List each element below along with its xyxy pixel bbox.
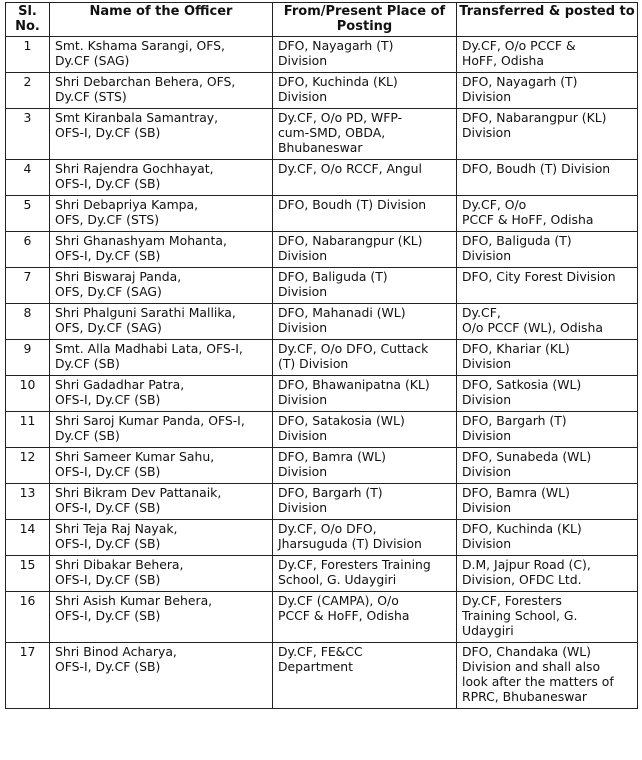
cell-line: Shri Sameer Kumar Sahu, — [55, 449, 215, 464]
cell-sl-no: 5 — [6, 196, 50, 232]
cell-transferred-to — [457, 448, 638, 484]
cell-officer-name — [50, 268, 273, 304]
cell-transferred-to — [457, 160, 638, 196]
header-sl-no — [6, 3, 50, 37]
cell-line: Division — [462, 356, 512, 371]
cell-line: Division — [462, 428, 512, 443]
table-row — [6, 556, 638, 592]
cell-line: Shri Ghanashyam Mohanta, — [55, 233, 227, 248]
table-row — [6, 412, 638, 448]
cell-transferred-to — [457, 73, 638, 109]
cell-from-posting — [273, 448, 457, 484]
cell-line: DFO, Nayagarh (T) — [462, 74, 578, 89]
cell-transferred-to — [457, 304, 638, 340]
cell-officer-name — [50, 73, 273, 109]
table-row — [6, 232, 638, 268]
cell-officer-name — [50, 304, 273, 340]
cell-line: OFS-I, Dy.CF (SB) — [55, 536, 161, 551]
header-transferred-to: Transferred & posted to — [457, 3, 638, 37]
transfer-order-page — [5, 2, 637, 709]
cell-line: OFS-I, Dy.CF (SB) — [55, 125, 161, 140]
cell-sl-no: 12 — [6, 448, 50, 484]
cell-sl-no: 16 — [6, 592, 50, 643]
table-row — [6, 304, 638, 340]
table-row — [6, 340, 638, 376]
cell-sl-no: 10 — [6, 376, 50, 412]
cell-officer-name — [50, 196, 273, 232]
cell-line: Division — [462, 89, 512, 104]
cell-line: OFS-I, Dy.CF (SB) — [55, 392, 161, 407]
cell-line: DFO, Nayagarh (T) — [278, 38, 394, 53]
cell-line: OFS-I, Dy.CF (SB) — [55, 464, 161, 479]
cell-sl-no: 17 — [6, 643, 50, 709]
cell-line: Shri Phalguni Sarathi Mallika, — [55, 305, 236, 320]
cell-line: DFO, Kuchinda (KL) — [462, 521, 582, 536]
cell-line: DFO, City Forest Division — [462, 269, 616, 284]
cell-line: DFO, Khariar (KL) — [462, 341, 570, 356]
table-header-row — [6, 3, 638, 37]
cell-from-posting — [273, 196, 457, 232]
cell-line: Division — [278, 320, 328, 335]
cell-line: OFS, Dy.CF (SAG) — [55, 284, 162, 299]
cell-line: Shri Debarchan Behera, OFS, — [55, 74, 236, 89]
cell-line: Smt Kiranbala Samantray, — [55, 110, 219, 125]
cell-line: Division — [462, 464, 512, 479]
cell-line: Dy.CF, FE&CC — [278, 644, 363, 659]
cell-transferred-to — [457, 109, 638, 160]
table-row — [6, 376, 638, 412]
cell-sl-no: 8 — [6, 304, 50, 340]
cell-line: OFS-I, Dy.CF (SB) — [55, 248, 161, 263]
table-row — [6, 73, 638, 109]
cell-line: Bhubaneswar — [278, 140, 363, 155]
cell-line: Shri Gadadhar Patra, — [55, 377, 185, 392]
cell-line: HoFF, Odisha — [462, 53, 544, 68]
cell-from-posting — [273, 109, 457, 160]
cell-transferred-to — [457, 484, 638, 520]
header-sl-line-1: Sl. — [18, 4, 37, 19]
cell-sl-no: 9 — [6, 340, 50, 376]
cell-line: DFO, Sunabeda (WL) — [462, 449, 592, 464]
cell-line: DFO, Satkosia (WL) — [462, 377, 582, 392]
cell-line: Dy.CF (SB) — [55, 356, 120, 371]
cell-line: Shri Biswaraj Panda, — [55, 269, 182, 284]
cell-line: Division — [462, 125, 512, 140]
cell-transferred-to — [457, 232, 638, 268]
cell-line: Shri Bikram Dev Pattanaik, — [55, 485, 222, 500]
cell-from-posting — [273, 304, 457, 340]
cell-line: look after the matters of — [462, 674, 614, 689]
cell-line: Dy.CF (CAMPA), O/o — [278, 593, 399, 608]
cell-officer-name — [50, 556, 273, 592]
cell-line: D.M, Jajpur Road (C), — [462, 557, 591, 572]
cell-line: Dy.CF, Foresters Training — [278, 557, 431, 572]
cell-line: Udaygiri — [462, 623, 514, 638]
cell-line: DFO, Kuchinda (KL) — [278, 74, 398, 89]
cell-sl-no: 4 — [6, 160, 50, 196]
cell-transferred-to — [457, 643, 638, 709]
table-row — [6, 643, 638, 709]
cell-from-posting — [273, 592, 457, 643]
cell-line: Shri Teja Raj Nayak, — [55, 521, 178, 536]
cell-line: Shri Dibakar Behera, — [55, 557, 184, 572]
cell-officer-name — [50, 484, 273, 520]
cell-officer-name — [50, 376, 273, 412]
cell-line: DFO, Baliguda (T) — [278, 269, 388, 284]
cell-line: DFO, Baliguda (T) — [462, 233, 572, 248]
cell-line: Dy.CF (STS) — [55, 89, 127, 104]
cell-line: PCCF & HoFF, Odisha — [278, 608, 410, 623]
cell-line: Dy.CF, Foresters — [462, 593, 562, 608]
cell-line: Dy.CF, O/o DFO, Cuttack — [278, 341, 429, 356]
cell-transferred-to — [457, 376, 638, 412]
cell-line: Division — [462, 248, 512, 263]
cell-line: DFO, Boudh (T) Division — [462, 161, 611, 176]
cell-line: Division and shall also — [462, 659, 601, 674]
cell-sl-no: 7 — [6, 268, 50, 304]
cell-from-posting — [273, 556, 457, 592]
cell-line: Division — [278, 428, 328, 443]
cell-line: Dy.CF, O/o — [462, 197, 527, 212]
cell-transferred-to — [457, 412, 638, 448]
cell-line: Division — [278, 464, 328, 479]
cell-from-posting — [273, 232, 457, 268]
cell-line: cum-SMD, OBDA, — [278, 125, 386, 140]
cell-line: Division — [462, 500, 512, 515]
cell-from-posting — [273, 484, 457, 520]
cell-officer-name — [50, 232, 273, 268]
cell-line: (T) Division — [278, 356, 349, 371]
cell-line: OFS-I, Dy.CF (SB) — [55, 572, 161, 587]
header-from-posting: From/Present Place of Posting — [273, 3, 457, 37]
cell-from-posting — [273, 643, 457, 709]
table-row — [6, 37, 638, 73]
table-row — [6, 109, 638, 160]
cell-officer-name — [50, 520, 273, 556]
cell-from-posting — [273, 412, 457, 448]
cell-line: DFO, Chandaka (WL) — [462, 644, 592, 659]
cell-line: Dy.CF, O/o DFO, — [278, 521, 377, 536]
transfer-table — [5, 2, 638, 709]
cell-line: PCCF & HoFF, Odisha — [462, 212, 594, 227]
cell-sl-no: 3 — [6, 109, 50, 160]
cell-officer-name — [50, 160, 273, 196]
cell-line: Shri Debapriya Kampa, — [55, 197, 199, 212]
cell-line: DFO, Mahanadi (WL) — [278, 305, 406, 320]
cell-sl-no: 11 — [6, 412, 50, 448]
cell-line: Shri Binod Acharya, — [55, 644, 177, 659]
table-row — [6, 160, 638, 196]
cell-transferred-to — [457, 556, 638, 592]
cell-line: Division — [278, 248, 328, 263]
cell-officer-name — [50, 592, 273, 643]
table-row — [6, 592, 638, 643]
cell-sl-no: 14 — [6, 520, 50, 556]
cell-officer-name — [50, 109, 273, 160]
header-sl-line-2: No. — [15, 19, 40, 34]
cell-sl-no: 6 — [6, 232, 50, 268]
cell-line: Division — [462, 536, 512, 551]
cell-line: OFS-I, Dy.CF (SB) — [55, 659, 161, 674]
cell-officer-name — [50, 412, 273, 448]
cell-sl-no: 1 — [6, 37, 50, 73]
cell-officer-name — [50, 448, 273, 484]
cell-sl-no: 2 — [6, 73, 50, 109]
cell-line: Division — [278, 392, 328, 407]
cell-line: O/o PCCF (WL), Odisha — [462, 320, 603, 335]
cell-line: OFS, Dy.CF (SAG) — [55, 320, 162, 335]
cell-line: Dy.CF (SB) — [55, 428, 120, 443]
cell-sl-no: 15 — [6, 556, 50, 592]
cell-transferred-to — [457, 268, 638, 304]
cell-officer-name — [50, 37, 273, 73]
cell-line: DFO, Satakosia (WL) — [278, 413, 405, 428]
cell-line: Dy.CF, O/o PD, WFP- — [278, 110, 403, 125]
cell-line: RPRC, Bhubaneswar — [462, 689, 588, 704]
table-row — [6, 196, 638, 232]
table-body — [6, 37, 638, 709]
cell-from-posting — [273, 160, 457, 196]
cell-line: Division — [278, 53, 328, 68]
cell-line: DFO, Bhawanipatna (KL) — [278, 377, 430, 392]
cell-line: Shri Saroj Kumar Panda, OFS-I, — [55, 413, 245, 428]
cell-line: Division, OFDC Ltd. — [462, 572, 582, 587]
cell-line: DFO, Nabarangpur (KL) — [462, 110, 607, 125]
cell-from-posting — [273, 520, 457, 556]
cell-line: DFO, Boudh (T) Division — [278, 197, 427, 212]
cell-line: Department — [278, 659, 353, 674]
cell-line: Division — [278, 284, 328, 299]
cell-line: Dy.CF (SAG) — [55, 53, 130, 68]
cell-transferred-to — [457, 592, 638, 643]
cell-line: DFO, Bargarh (T) — [278, 485, 383, 500]
cell-line: OFS-I, Dy.CF (SB) — [55, 608, 161, 623]
cell-line: Shri Rajendra Gochhayat, — [55, 161, 214, 176]
cell-sl-no: 13 — [6, 484, 50, 520]
cell-line: Dy.CF, — [462, 305, 501, 320]
table-row — [6, 448, 638, 484]
cell-line: Training School, G. — [462, 608, 578, 623]
cell-line: Shri Asish Kumar Behera, — [55, 593, 213, 608]
cell-transferred-to — [457, 196, 638, 232]
cell-line: Dy.CF, O/o RCCF, Angul — [278, 161, 422, 176]
cell-line: DFO, Bargarh (T) — [462, 413, 567, 428]
cell-line: OFS-I, Dy.CF (SB) — [55, 500, 161, 515]
table-row — [6, 268, 638, 304]
cell-transferred-to — [457, 37, 638, 73]
cell-line: Dy.CF, O/o PCCF & — [462, 38, 576, 53]
cell-from-posting — [273, 73, 457, 109]
cell-line: DFO, Bamra (WL) — [278, 449, 386, 464]
cell-transferred-to — [457, 520, 638, 556]
cell-line: Division — [462, 392, 512, 407]
cell-line: Division — [278, 500, 328, 515]
cell-line: DFO, Bamra (WL) — [462, 485, 570, 500]
cell-from-posting — [273, 376, 457, 412]
cell-officer-name — [50, 340, 273, 376]
header-officer-name: Name of the Officer — [50, 3, 273, 37]
table-row — [6, 520, 638, 556]
cell-line: Smt. Alla Madhabi Lata, OFS-I, — [55, 341, 243, 356]
cell-transferred-to — [457, 340, 638, 376]
cell-line: Jharsuguda (T) Division — [278, 536, 422, 551]
cell-from-posting — [273, 37, 457, 73]
cell-officer-name — [50, 643, 273, 709]
cell-line: Division — [278, 89, 328, 104]
cell-line: DFO, Nabarangpur (KL) — [278, 233, 423, 248]
cell-from-posting — [273, 340, 457, 376]
cell-from-posting — [273, 268, 457, 304]
cell-line: OFS, Dy.CF (STS) — [55, 212, 160, 227]
table-row — [6, 484, 638, 520]
cell-line: Smt. Kshama Sarangi, OFS, — [55, 38, 225, 53]
cell-line: OFS-I, Dy.CF (SB) — [55, 176, 161, 191]
cell-line: School, G. Udaygiri — [278, 572, 397, 587]
